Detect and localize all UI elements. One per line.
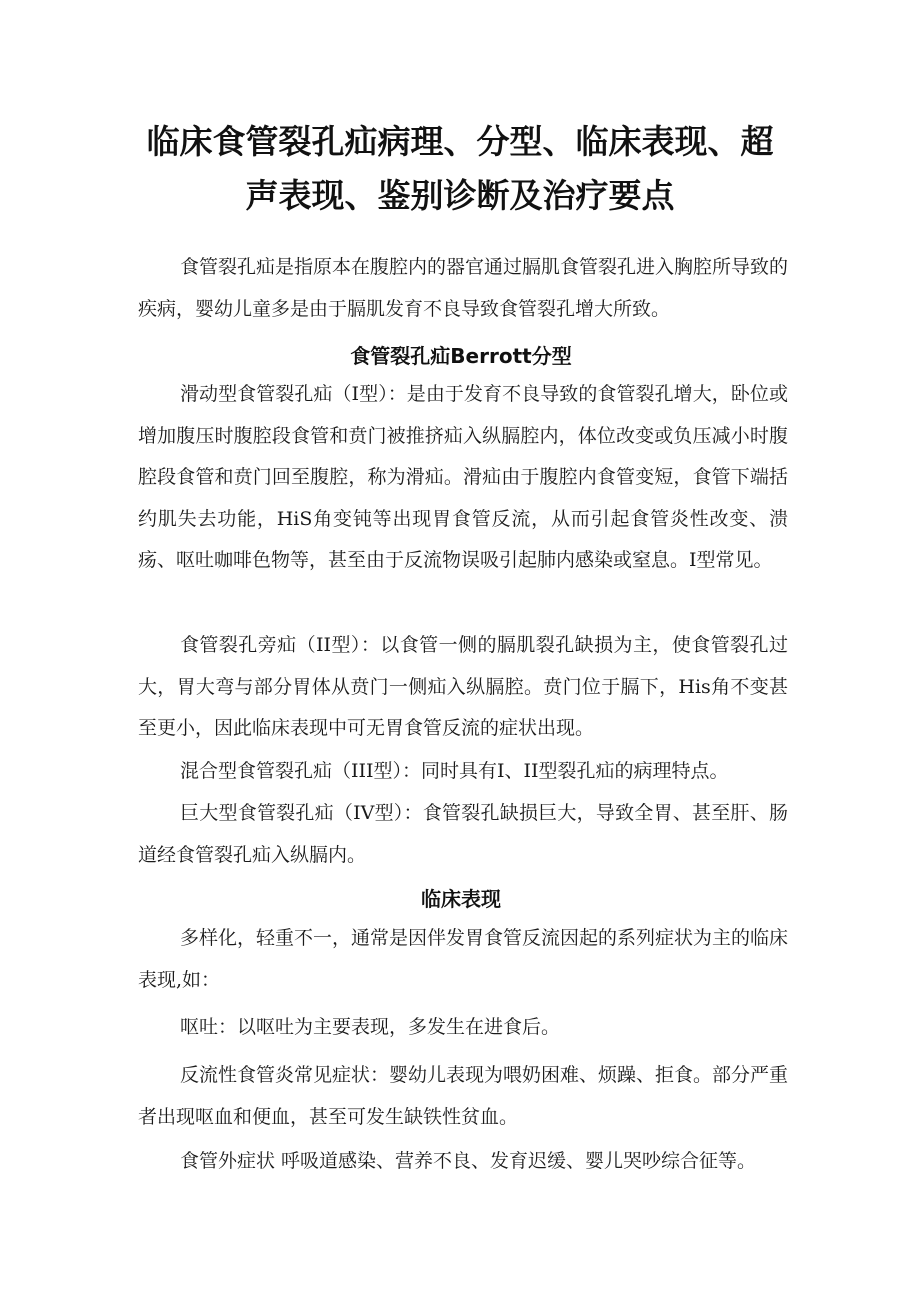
paragraph-type-4: 巨大型食管裂孔疝（IV型）：食管裂孔缺损巨大，导致全胃、甚至肝、肠道经食管裂孔疝入纵膈内。	[138, 802, 788, 866]
paragraph-type-2: 食管裂孔旁疝（II型）：以食管一侧的膈肌裂孔缺损为主，使食管裂孔过大，胃大弯与部分胃体从贲门一侧疝入纵膈腔。贲门位于膈下，His角不变甚至更小，因此临床表现中可无胃食管反流的症状出现。	[138, 634, 788, 739]
paragraph-reflux-esophagitis: 反流性食管炎常见症状：婴幼儿表现为喂奶困难、烦躁、拒食。部分严重者出现呕血和便血，甚至可发生缺铁性贫血。	[138, 1064, 789, 1128]
paragraph-clinical-overview: 多样化，轻重不一，通常是因伴发胃食管反流因起的系列症状为主的临床表现,如：	[138, 927, 789, 991]
paragraph-vomiting: 呕吐：以呕吐为主要表现，多发生在进食后。	[180, 1016, 561, 1038]
document-title-line-2: 声表现、鉴别诊断及治疗要点	[245, 176, 675, 215]
section-heading-classification: 食管裂孔疝Berrott分型	[350, 344, 572, 368]
document-title-line-1: 临床食管裂孔疝病理、分型、临床表现、超	[146, 122, 774, 161]
paragraph-type-3: 混合型食管裂孔疝（III型）：同时具有I、II型裂孔疝的病理特点。	[180, 760, 729, 782]
paragraph-extraesophageal: 食管外症状 呼吸道感染、营养不良、发育迟缓、婴儿哭吵综合征等。	[180, 1150, 757, 1172]
section-heading-clinical: 临床表现	[421, 887, 501, 911]
paragraph-type-1: 滑动型食管裂孔疝（I型）：是由于发育不良导致的食管裂孔增大，卧位或增加腹压时腹腔段食管和贲门被推挤疝入纵膈腔内，体位改变或负压减小时腹腔段食管和贲门回至腹腔，称为滑疝。滑疝由于腹腔内食管变短，食管下端括约肌失去功能，HiS角变钝等出现胃食管反流，从而引起食管炎性改变、溃疡、呕吐咖啡色物等，甚至由于反流物误吸引起肺内感染或窒息。I型常见。	[138, 383, 788, 571]
intro-paragraph: 食管裂孔疝是指原本在腹腔内的器官通过膈肌食管裂孔进入胸腔所导致的疾病，婴幼儿童多是由于膈肌发育不良导致食管裂孔增大所致。	[138, 256, 789, 320]
